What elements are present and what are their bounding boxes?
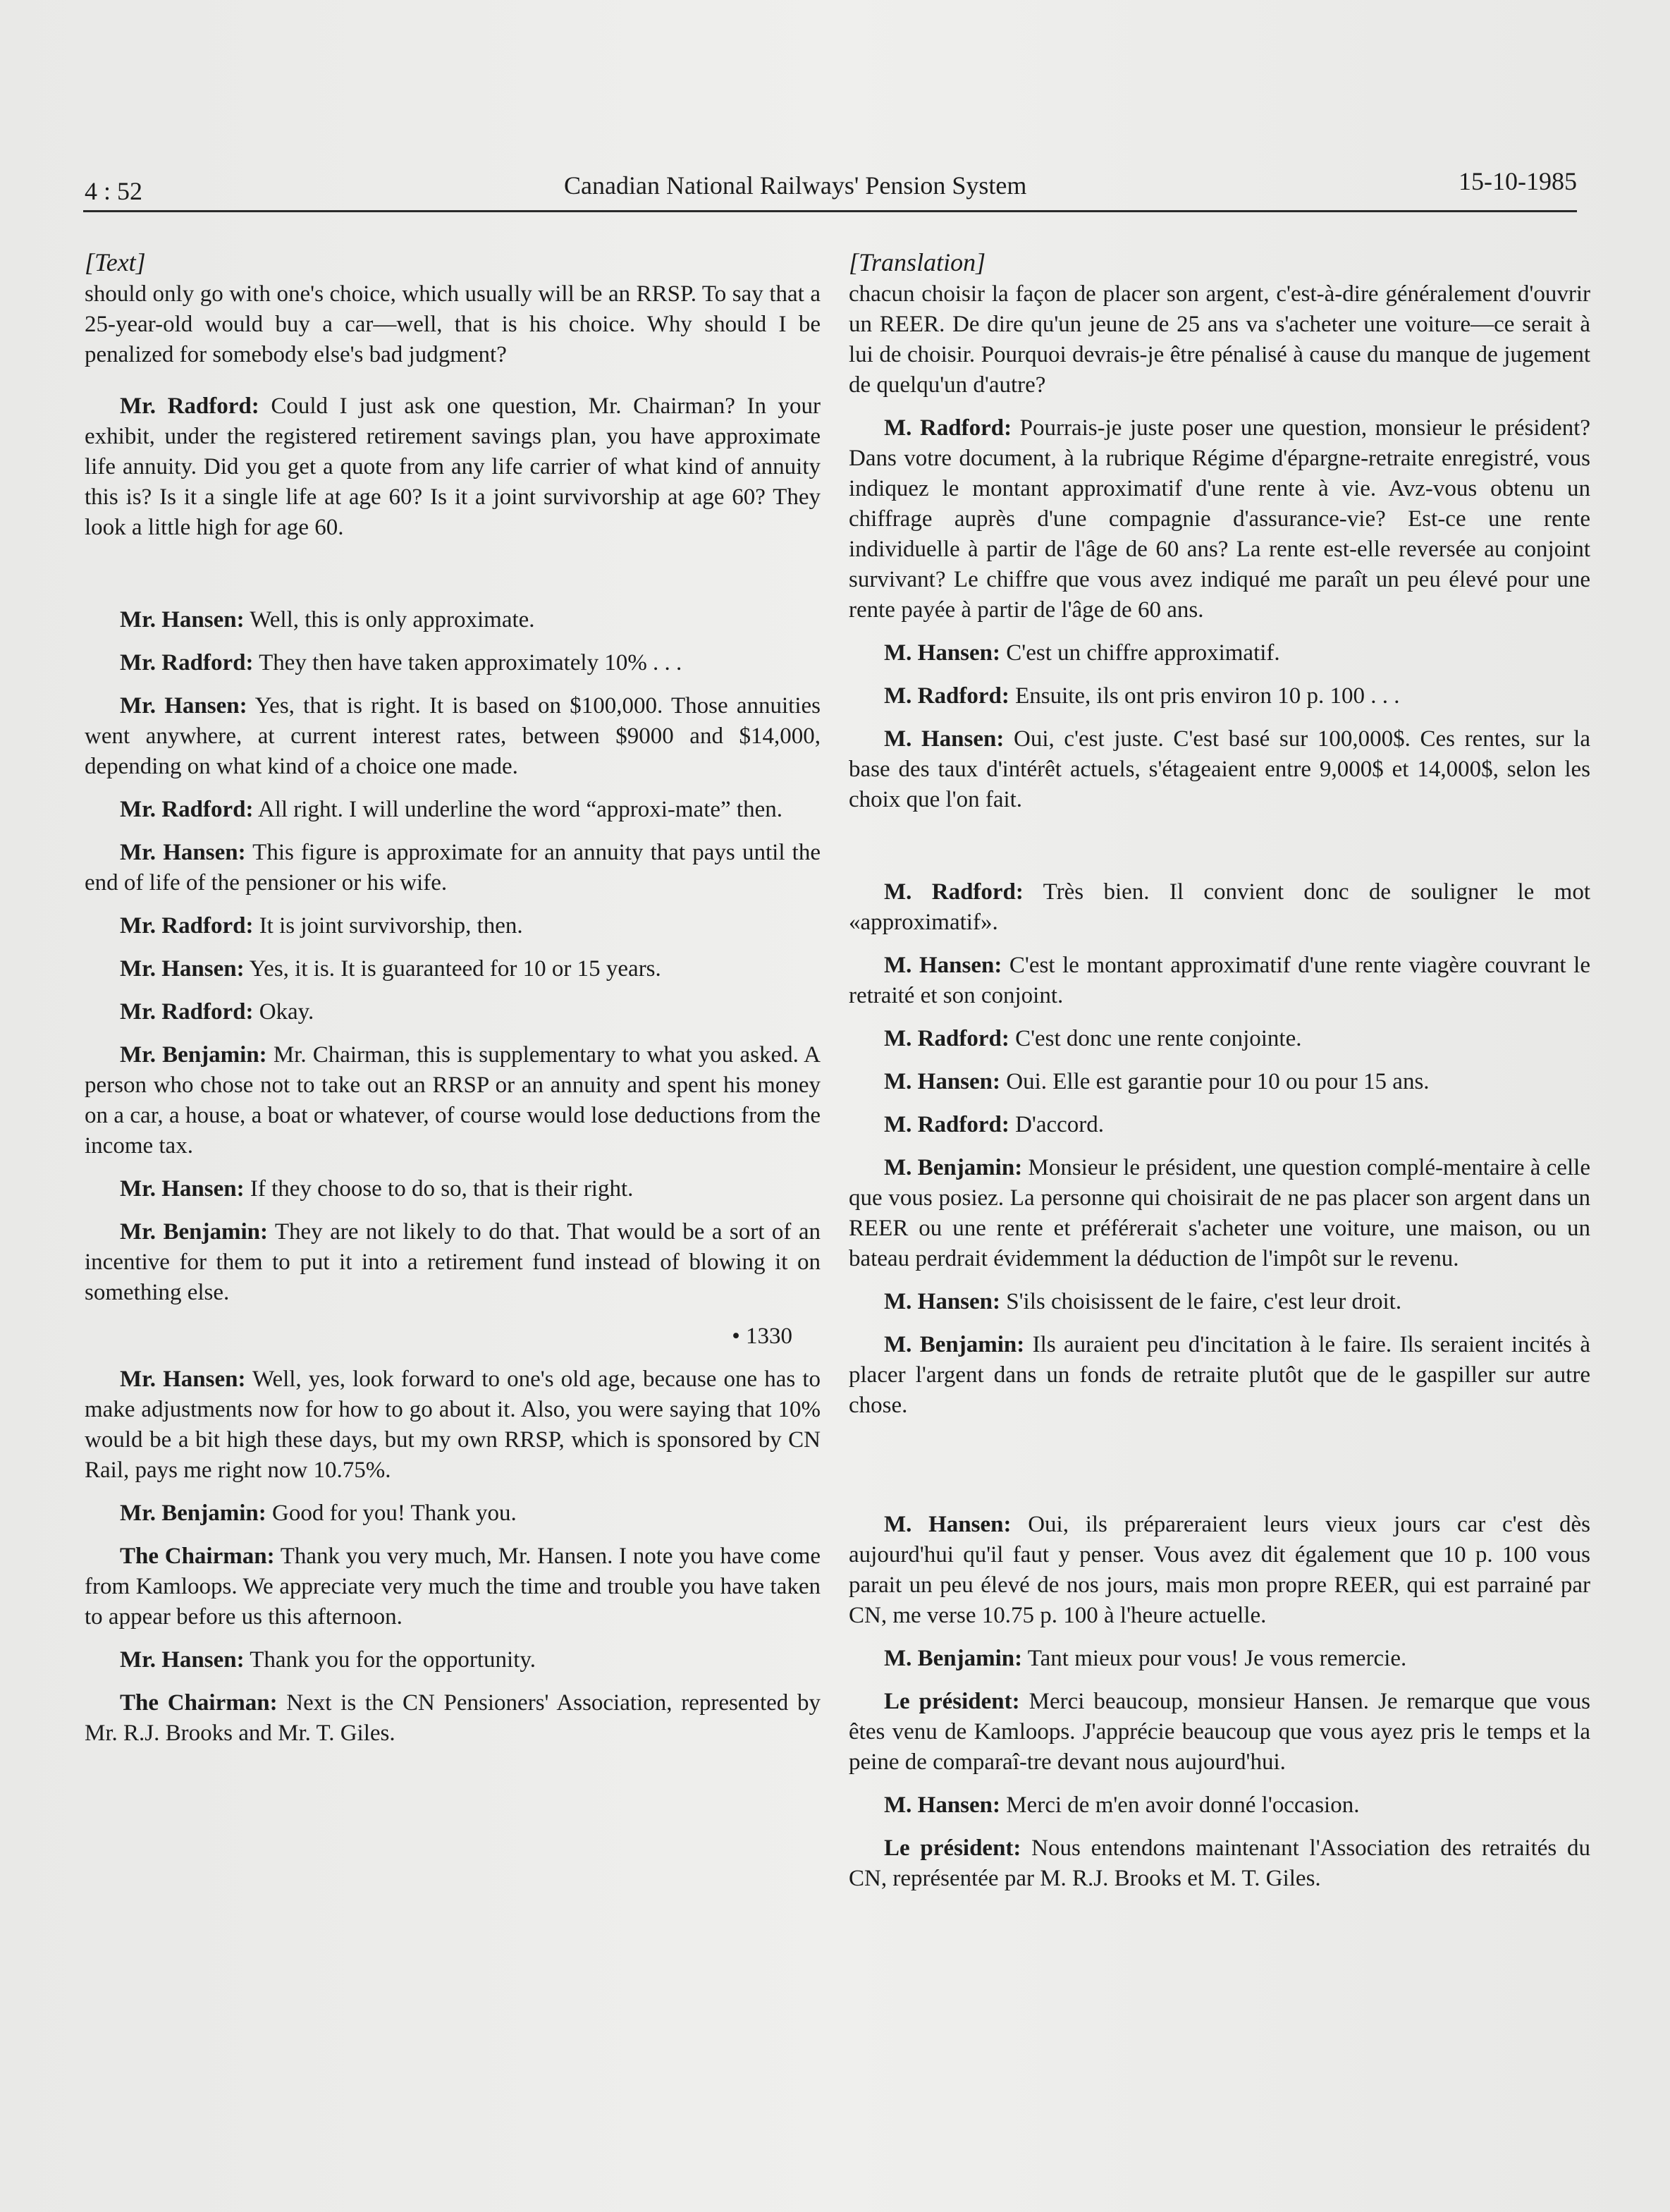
running-title: Canadian National Railways' Pension System <box>564 171 1027 200</box>
paragraph <box>849 1510 1590 1631</box>
speech: Thank you for the opportunity. <box>244 1647 536 1673</box>
speech: Next is the CN Pensioners' Association, represented by Mr. R.J. Brooks and Mr. T. Giles. <box>85 1690 821 1746</box>
speaker: M. Hansen: <box>884 1512 1012 1537</box>
paragraph <box>849 1067 1590 1097</box>
paragraph <box>85 648 821 678</box>
speaker: M. Radford: <box>884 1026 1009 1051</box>
speaker: Mr. Hansen: <box>120 1647 245 1673</box>
paragraph <box>85 1645 821 1675</box>
paragraph <box>85 795 821 825</box>
english-column <box>85 247 821 1761</box>
speaker: Mr. Benjamin: <box>120 1219 268 1245</box>
speech: Yes, it is. It is guaranteed for 10 or 15 years. <box>244 956 661 982</box>
header-rule <box>83 210 1577 212</box>
speaker: Mr. Radford: <box>120 913 254 939</box>
speech: All right. I will underline the word “approxi-mate” then. <box>253 797 782 822</box>
paragraph <box>849 1024 1590 1054</box>
paragraph <box>85 391 821 543</box>
speech: Oui. Elle est garantie pour 10 ou pour 15 ans. <box>1000 1069 1430 1094</box>
speech: C'est donc une rente conjointe. <box>1009 1026 1302 1051</box>
paragraph <box>85 911 821 941</box>
column-gap <box>849 828 1590 877</box>
speaker: Mr. Hansen: <box>120 607 245 633</box>
column-gap <box>849 1434 1590 1510</box>
paragraph <box>849 638 1590 668</box>
speaker: M. Radford: <box>884 415 1012 441</box>
paragraph <box>849 1644 1590 1674</box>
speaker: M. Radford: <box>884 1112 1009 1137</box>
speaker: M. Radford: <box>884 683 1009 709</box>
paragraph <box>849 1330 1590 1421</box>
page-number: 4 : 52 <box>85 177 143 205</box>
paragraph <box>849 1153 1590 1274</box>
speaker: Le président: <box>884 1689 1020 1714</box>
speaker: Mr. Benjamin: <box>120 1501 266 1526</box>
speaker: Mr. Radford: <box>120 999 254 1025</box>
column-gap <box>85 556 821 605</box>
speech: Oui, ils prépareraient leurs vieux jours car c'est dès aujourd'hui qu'il faut y penser. Vous avez dit également que 10 p. 100 vous parait un peu élevé de nos jours, mais mon propre REER, qui est parrainé par CN, me verse 10.75 p. 100 à l'heure actuelle. <box>849 1512 1590 1628</box>
speech: Tant mieux pour vous! Je vous remercie. <box>1022 1646 1407 1671</box>
paragraph: should only go with one's choice, which usually will be an RRSP. To say that a 25-year-old would buy a car—well, that is his choice. Why should I be penalized for somebody else's bad judgment? <box>85 281 821 367</box>
paragraph <box>85 1040 821 1161</box>
speech: They then have taken approximately 10% . . . <box>253 650 682 676</box>
speech: C'est le montant approximatif d'une rente viagère couvrant le retraité et son conjoint. <box>849 953 1590 1008</box>
paragraph <box>85 1364 821 1486</box>
speech: Okay. <box>253 999 314 1025</box>
speaker: M. Hansen: <box>884 1792 1000 1818</box>
paragraph <box>849 1110 1590 1140</box>
paragraph <box>849 413 1590 625</box>
speaker: Mr. Benjamin: <box>120 1042 267 1068</box>
paragraph <box>849 1790 1590 1821</box>
speech: Good for you! Thank you. <box>266 1501 517 1526</box>
speech: Pourrais-je juste poser une question, monsieur le président? Dans votre document, à la rubrique Régime d'épargne-retraite enregistré, vous indiquez le montant approximatif d'une rente à vie. Avz-vous obtenu un chiffrage auprès d'une compagnie d'assurance-vie? Est-ce une rente individuelle à partir de l'âge de 60 ans? La rente est-elle reversée au conjoint survivant? Le chiffre que vous avez indiqué me paraît un peu élevé pour une rente payée à partir de l'âge de 60 ans. <box>849 415 1591 623</box>
paragraph <box>85 1541 821 1632</box>
speech: Oui, c'est juste. C'est basé sur 100,000$. Ces rentes, sur la base des taux d'intérêt actuels, s'étageaient entre 9,000$ et 14,000$, selon les choix que l'on fait. <box>849 726 1590 812</box>
speech: Monsieur le président, une question complé-mentaire à celle que vous posiez. La personne qui choisirait de ne pas placer son argent dans un REER ou une rente et préférerait s'acheter une voiture, une maison, ou un bateau perdrait évidemment la déduction de l'impôt sur le revenu. <box>849 1155 1590 1271</box>
speech: This figure is approximate for an annuity that pays until the end of life of the pensioner or his wife. <box>85 840 821 896</box>
speech: If they choose to do so, that is their right. <box>244 1176 634 1202</box>
paragraph <box>85 1174 821 1204</box>
speaker: M. Hansen: <box>884 1069 1000 1094</box>
paragraph <box>85 1498 821 1529</box>
speaker: Mr. Hansen: <box>120 956 245 982</box>
column-label: [Text] <box>85 248 146 276</box>
paragraph <box>85 605 821 635</box>
paragraph <box>849 951 1590 1011</box>
speech: S'ils choisissent de le faire, c'est leur droit. <box>1000 1289 1402 1314</box>
speaker: Mr. Radford: <box>120 650 254 676</box>
speaker: M. Benjamin: <box>884 1646 1023 1671</box>
paragraph <box>849 681 1590 711</box>
speaker: Mr. Radford: <box>120 393 259 419</box>
speaker: The Chairman: <box>120 1544 275 1569</box>
paragraph: chacun choisir la façon de placer son argent, c'est-à-dire généralement d'ouvrir un REER. De dire qu'un jeune de 25 ans va s'acheter une voiture—ce serait à lui de choisir. Pourquoi devrais-je être pénalisé à cause du manque de jugement de quelqu'un d'autre? <box>849 281 1590 398</box>
column-label: [Translation] <box>849 248 986 276</box>
speech: They are not likely to do that. That would be a sort of an incentive for them to put it into a retirement fund instead of blowing it on something else. <box>85 1219 821 1305</box>
speaker: M. Hansen: <box>884 953 1002 978</box>
speaker: The Chairman: <box>120 1690 278 1716</box>
speaker: M. Hansen: <box>884 1289 1000 1314</box>
speech: Well, yes, look forward to one's old age, because one has to make adjustments now for how to go about it. Also, you were saying that 10% would be a bit high these days, but my own RRSP, which is sponsored by CN Rail, pays me right now 10.75%. <box>85 1367 821 1483</box>
speaker: Mr. Hansen: <box>120 1367 246 1392</box>
paragraph <box>85 691 821 782</box>
speaker: M. Benjamin: <box>884 1155 1023 1180</box>
speech: It is joint survivorship, then. <box>253 913 523 939</box>
speech: Thank you very much, Mr. Hansen. I note you have come from Kamloops. We appreciate very much the time and trouble you have taken to appear before us this afternoon. <box>85 1544 821 1630</box>
speech: Mr. Chairman, this is supplementary to what you asked. A person who chose not to take out an RRSP or an annuity and spent his money on a car, a house, a boat or whatever, of course would lose deductions from the income tax. <box>85 1042 821 1159</box>
speaker: Mr. Radford: <box>120 797 254 822</box>
timestamp: • 1330 <box>732 1324 792 1349</box>
speech: C'est un chiffre approximatif. <box>1000 640 1280 666</box>
french-column <box>849 247 1590 1907</box>
speech: Merci beaucoup, monsieur Hansen. Je remarque que vous êtes venu de Kamloops. J'apprécie beaucoup que vous ayez pris le temps et la peine de comparaî-tre devant nous aujourd'hui. <box>849 1689 1590 1775</box>
paragraph <box>849 1833 1590 1894</box>
paragraph <box>85 954 821 984</box>
speaker: M. Radford: <box>884 879 1024 905</box>
speech: Yes, that is right. It is based on $100,000. Those annuities went anywhere, at current interest rates, between $9000 and $14,000, depending on what kind of a choice one made. <box>85 693 821 779</box>
speech: D'accord. <box>1009 1112 1105 1137</box>
paragraph <box>849 724 1590 815</box>
paragraph <box>849 1687 1590 1778</box>
speaker: M. Hansen: <box>884 726 1005 752</box>
paragraph <box>85 838 821 898</box>
speaker: Le président: <box>884 1835 1021 1861</box>
speech: Ensuite, ils ont pris environ 10 p. 100 . . . <box>1009 683 1400 709</box>
speech: Très bien. Il convient donc de souligner le mot «approximatif». <box>849 879 1590 935</box>
speech: Well, this is only approximate. <box>244 607 535 633</box>
speaker: M. Hansen: <box>884 640 1000 666</box>
paragraph <box>849 1287 1590 1317</box>
speech: Could I just ask one question, Mr. Chairman? In your exhibit, under the registered retirement savings plan, you have approximate life annuity. Did you get a quote from any life carrier of what kind of annuity this is? Is it a single life at age 60? Is it a joint survivorship at age 60? They look a little high for age 60. <box>85 393 821 540</box>
speech: Merci de m'en avoir donné l'occasion. <box>1000 1792 1360 1818</box>
paragraph <box>85 1217 821 1308</box>
paragraph <box>85 997 821 1027</box>
speech: Nous entendons maintenant l'Association des retraités du CN, représentée par M. R.J. Brooks et M. T. Giles. <box>849 1835 1590 1891</box>
speaker: Mr. Hansen: <box>120 1176 245 1202</box>
speaker: Mr. Hansen: <box>120 840 246 865</box>
speaker: M. Benjamin: <box>884 1332 1025 1357</box>
paragraph <box>849 877 1590 938</box>
speech: Ils auraient peu d'incitation à le faire. Ils seraient incités à placer l'argent dans un fonds de retraite plutôt que de le gaspiller sur autre chose. <box>849 1332 1590 1418</box>
paragraph <box>85 1688 821 1749</box>
speaker: Mr. Hansen: <box>120 693 247 719</box>
header-date: 15-10-1985 <box>1459 167 1577 195</box>
